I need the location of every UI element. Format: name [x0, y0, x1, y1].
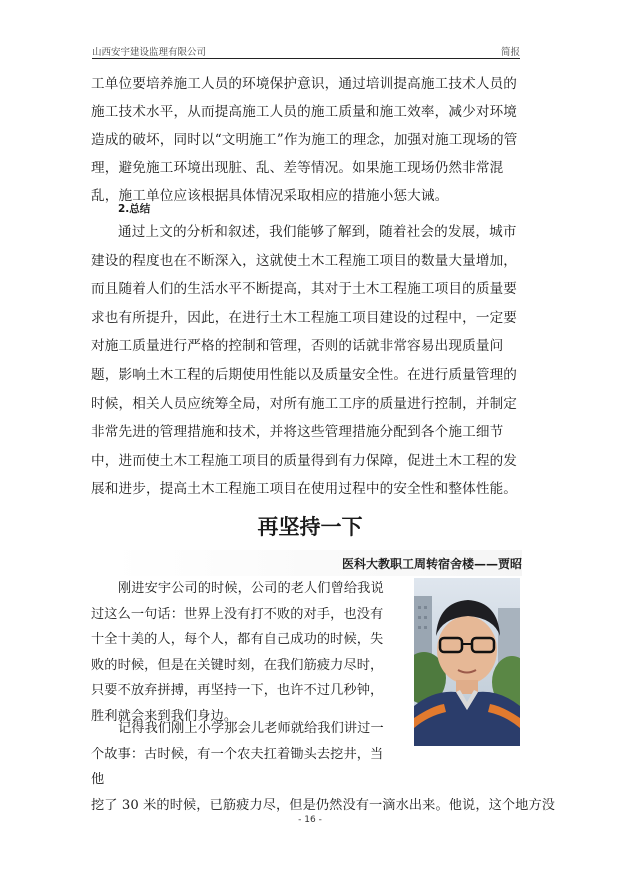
continued-paragraph: 工单位要培养施工人员的环境保护意识，通过培训提高施工技术人员的施工技术水平，从而提高施工人员的施工质量和施工效率，减少对环境造成的破坏，同时以“文明施工”作为施工的理念，加强对施工现场的管理，避免施工环境出现脏、乱、差等情况。如果施工现场仍然非常混乱，施工单位应该根据具体情况采取相应的措施小惩大诫。	[91, 76, 518, 204]
page-number: - 16 -	[298, 815, 322, 825]
article-paragraph-2-line-1: 记得我们刚上小学那会儿老师就给我们讲过一个故事：古时候，有一个农夫扛着锄头去挖井，当他	[91, 721, 384, 788]
page-header	[92, 44, 520, 59]
company-name: 山西安宇建设监理有限公司	[92, 47, 207, 58]
article-paragraph-1: 刚进安宇公司的时候，公司的老人们曾给我说过这么一句话：世界上没有打不败的对手，也没有十全十美的人，每个人，都有自己成功的时候，失败的时候，但是在关键时刻，在我们筋疲力尽时，只要不放弃拼搏，再坚持一下，也许不过几秒钟，胜利就会来到我们身边。	[91, 581, 384, 724]
summary-paragraph: 通过上文的分析和叙述，我们能够了解到，随着社会的发展，城市建设的程度也在不断深入，这就使土木工程施工项目的数量大量增加，而且随着人们的生活水平不断提高，其对于土木工程施工项目的质量要求也有所提升，因此，在进行土木工程施工项目建设的过程中，一定要对施工质量进行严格的控制和管理，否则的话就非常容易出现质量问题，影响土木工程的后期使用性能以及质量安全性。在进行质量管理的时候，相关人员应统筹全局，对所有施工工序的质量进行控制，并制定非常先进的管理措施和技术，并将这些管理措施分配到各个施工细节中，进而使土木工程施工项目的质量得到有力保障，促进土木工程的发展和进步，提高土木工程施工项目在使用过程中的安全性和整体性能。	[91, 224, 518, 498]
author-portrait-image	[414, 578, 520, 746]
summary-heading: 2.总结	[118, 203, 151, 215]
article-paragraph-2-line-2: 挖了 30 米的时候，已筋疲力尽，但是仍然没有一滴水出来。他说，这个地方没	[91, 797, 556, 813]
author-photo	[414, 578, 520, 746]
article-title: 再坚持一下	[257, 515, 363, 539]
section-label: 简报	[500, 47, 520, 58]
byline: 医科大教职工周转宿舍楼——贾昭	[341, 557, 522, 571]
